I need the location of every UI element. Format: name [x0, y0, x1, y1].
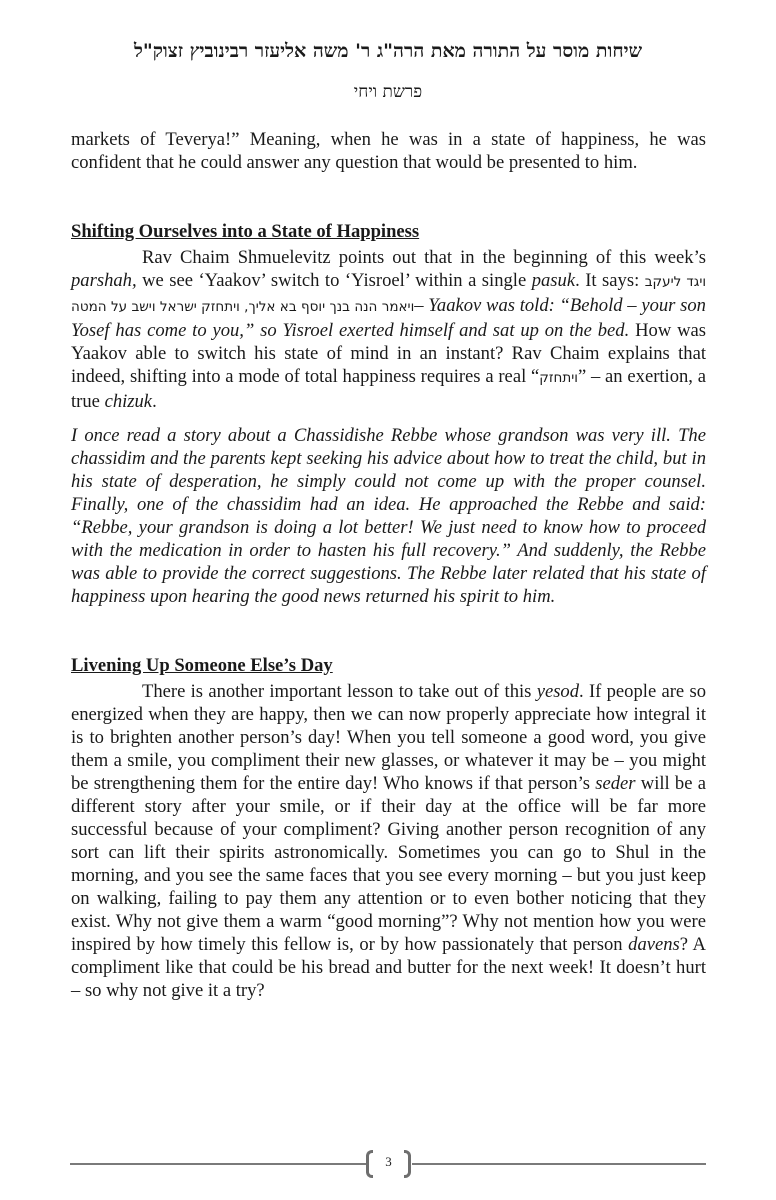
text-run: –: [414, 295, 429, 316]
text-run-italic: yesod: [536, 681, 580, 702]
footer-rule-right: [412, 1163, 706, 1165]
text-run-italic: davens: [628, 934, 680, 955]
spacer: [71, 174, 706, 220]
text-run-italic: parshah,: [71, 270, 137, 291]
section2-paragraph: [71, 680, 706, 1002]
page-number: 3: [385, 1154, 392, 1169]
text-run: How was Yaakov able to switch his state of mind in an instant? Rav Chaim explains that indeed, shifting into a mode of total happiness requires a real “: [71, 320, 706, 387]
text-run: will be a different story after your smile, or if their day at the office will be far more successful because of your compliment? Giving another person recognition of any sort can lift their spirits astronomically. Sometimes you can go to Shul in the morning, and you see the same faces that you see every morning – but you just keep on walking, failing to pay them any attention or to even bother noticing that they exist. Why not give them a warm “good morning”? Why not mention how you were inspired by how timely this fellow is, or by how passionately that person: [71, 773, 706, 955]
page-footer: [70, 1148, 706, 1180]
text-run: There is another important lesson to take out of this: [142, 681, 537, 702]
running-header-title: שיחות מוסר על התורה מאת הרה"ג ר' משה אליעזר רבינוביץ זצוק"ל: [133, 40, 643, 62]
text-run: . If people are so energized when they are happy, then we can now properly appreciate how integral it is to brighten another person’s day! When you tell someone a good word, you give them a smile, you compliment their new glasses, or whatever it may be – you might be strengthening them for the entire day! Who knows if that person’s: [71, 681, 706, 794]
running-header-parsha: פרשת ויחי: [353, 82, 423, 102]
section-heading-shifting: Shifting Ourselves into a State of Happiness: [71, 221, 420, 242]
text-run: ? A compliment like that could be his bread and butter for the next week! It doesn’t hurt – so why not give it a try?: [71, 934, 706, 1001]
text-run: ” – an exertion, a true: [71, 366, 706, 412]
hebrew-word: ויתחזק: [539, 370, 578, 386]
section1-paragraph: [71, 246, 706, 413]
footer-rule-left: [70, 1163, 366, 1165]
text-run-italic: seder: [595, 773, 636, 794]
spacer: [71, 608, 706, 654]
section-heading-livening: Livening Up Someone Else’s Day: [71, 655, 333, 676]
text-run: . It says:: [575, 270, 645, 291]
right-bracket-ornament: [404, 1150, 411, 1178]
left-bracket-ornament: [366, 1150, 373, 1178]
text-run-italic: pasuk: [531, 270, 576, 291]
hebrew-verse: ויגד ליעקב ויאמר הנה בנך יוסף בא אליך, ויתחזק ישראל וישב על המטה: [71, 274, 707, 315]
page-body: [71, 128, 706, 1002]
verse-translation: Yaakov was told: “Behold – your son Yosef has come to you,” so Yisroel exerted himself and sat up on the bed.: [71, 295, 706, 341]
text-run: we see ‘Yaakov’ switch to ‘Yisroel’ within a single: [136, 270, 532, 291]
text-run: .: [152, 391, 157, 412]
text-run-italic: chizuk: [104, 391, 153, 412]
story-blockquote: I once read a story about a Chassidishe Rebbe whose grandson was very ill. The chassidim and the parents kept seeking his advice about how to treat the child, but in his state of desperation, he simply could not come up with the proper counsel. Finally, one of the chassidim had an idea. He approached the Rebbe and said: “Rebbe, your grandson is doing a lot better! We just need to know how to proceed with the medication in order to hasten his full recovery.” And suddenly, the Rebbe was able to provide the correct suggestions. The Rebbe later related that his state of happiness upon hearing the good news returned his spirit to him.: [71, 425, 706, 607]
intro-paragraph: markets of Teverya!” Meaning, when he was in a state of happiness, he was confident that he could answer any question that would be presented to him.: [71, 129, 706, 173]
text-run: Rav Chaim Shmuelevitz points out that in the beginning of this week’s: [142, 247, 706, 268]
